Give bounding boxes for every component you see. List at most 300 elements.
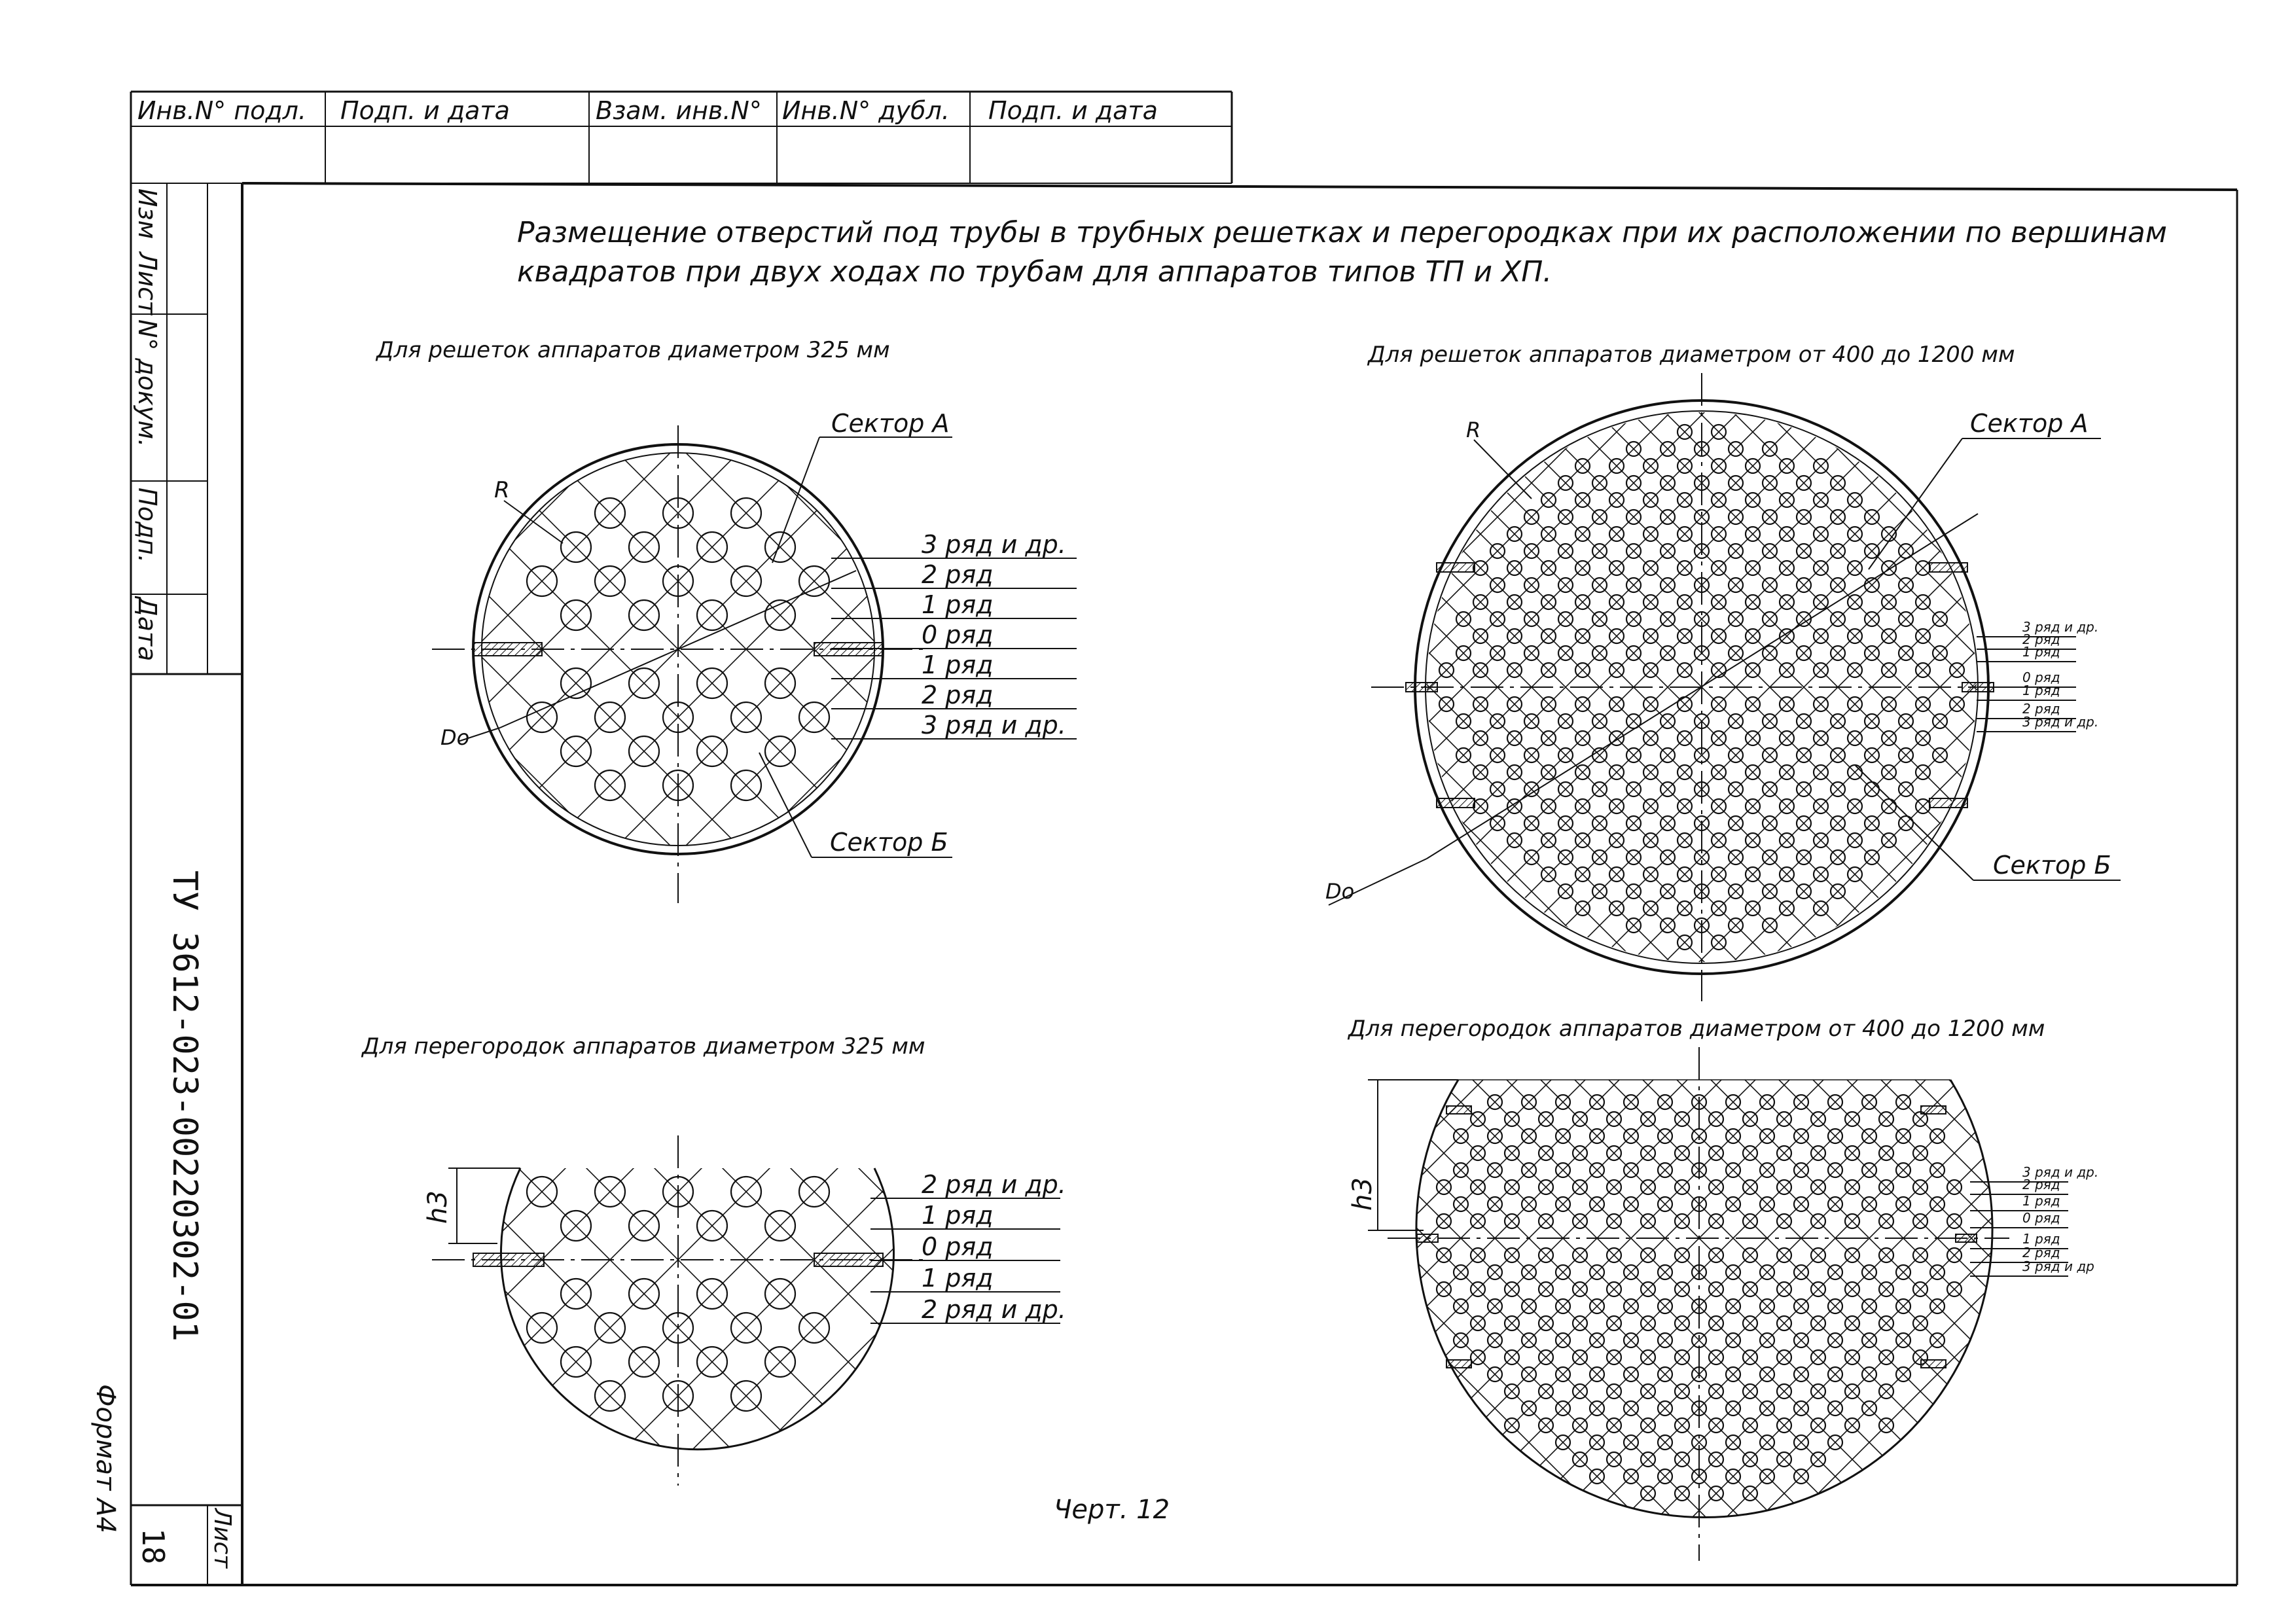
- tube-hole: [595, 1177, 625, 1207]
- tube-hole: [1590, 1163, 1604, 1177]
- tube-hole: [1865, 544, 1879, 558]
- tube-hole: [1743, 1248, 1757, 1262]
- tube-hole: [1658, 1469, 1672, 1484]
- tube-hole: [1712, 901, 1726, 916]
- tube-hole: [1760, 1299, 1774, 1313]
- tube-hole: [1643, 901, 1658, 916]
- format-label: Формат А4: [90, 1384, 120, 1533]
- tube-hole: [1473, 731, 1488, 745]
- tube-hole: [1609, 493, 1624, 507]
- tube-hole: [1726, 1401, 1740, 1416]
- tube-hole: [1573, 1384, 1587, 1399]
- tube-hole: [1590, 1129, 1604, 1143]
- tube-hole: [1763, 918, 1777, 933]
- tube-hole: [1471, 1214, 1485, 1228]
- tube-hole: [1950, 663, 1964, 677]
- tube-hole: [1675, 1384, 1689, 1399]
- tube-hole: [1811, 1384, 1825, 1399]
- tube-hole: [1675, 1248, 1689, 1262]
- tube-hole: [1947, 1214, 1962, 1228]
- tube-hole: [1488, 1197, 1502, 1211]
- tube-hole: [1797, 884, 1811, 899]
- tube-hole: [1797, 544, 1811, 558]
- tube-hole: [595, 498, 625, 528]
- tube-hole: [1626, 612, 1641, 626]
- tube-hole: [731, 770, 761, 800]
- tube-hole: [1505, 1214, 1519, 1228]
- tube-hole: [1558, 850, 1573, 865]
- tube-hole: [1780, 833, 1794, 847]
- fig2-row-label: 0 ряд: [2022, 669, 2060, 685]
- tube-hole: [1541, 629, 1556, 643]
- tube-hole: [1471, 1282, 1485, 1296]
- tube-hole: [697, 668, 727, 698]
- tube-hole: [1677, 833, 1692, 847]
- tube-hole: [1473, 561, 1488, 575]
- fig4-row-label: 2 ряд: [2022, 1245, 2060, 1260]
- stamp-header-inv-dup: Инв.N° дубл.: [782, 96, 950, 125]
- tube-hole: [1609, 663, 1624, 677]
- fig1-tube-field: [0, 191, 2296, 1107]
- side-label-sign: Подп.: [133, 488, 162, 563]
- fig4-partitions: [1417, 1106, 1977, 1368]
- tube-hole: [1913, 1214, 1928, 1228]
- tube-hole: [1746, 833, 1760, 847]
- tube-hole: [1677, 663, 1692, 677]
- tube-hole: [1763, 884, 1777, 899]
- tube-hole: [1879, 1282, 1893, 1296]
- tube-hole: [1794, 1401, 1808, 1416]
- tube-hole: [1743, 1146, 1757, 1160]
- tube-hole: [1507, 629, 1522, 643]
- tube-hole: [1814, 595, 1828, 609]
- tube-hole: [1780, 799, 1794, 813]
- tube-hole: [1879, 1248, 1893, 1262]
- tube-hole: [1575, 663, 1590, 677]
- tube-hole: [1862, 1095, 1876, 1109]
- tube-hole: [1677, 561, 1692, 575]
- tube-hole: [1780, 561, 1794, 575]
- tube-hole: [1490, 714, 1505, 728]
- tube-hole: [1590, 1401, 1604, 1416]
- tube-hole: [1780, 867, 1794, 882]
- fig3-row-label: 1 ряд: [922, 1264, 994, 1293]
- tube-hole: [1899, 816, 1913, 830]
- tube-hole: [1592, 544, 1607, 558]
- tube-hole: [1609, 867, 1624, 882]
- fig1-sector-b: Сектор Б: [830, 828, 948, 857]
- tube-hole: [1675, 1146, 1689, 1160]
- tube-hole: [1575, 867, 1590, 882]
- tube-hole: [1777, 1282, 1791, 1296]
- tube-hole: [1488, 1095, 1502, 1109]
- tube-hole: [1743, 1316, 1757, 1330]
- tube-hole: [1882, 833, 1896, 847]
- tube-hole: [1522, 1265, 1536, 1279]
- fig4-row-label: 3 ряд и др: [2022, 1258, 2094, 1274]
- tube-hole: [1814, 731, 1828, 745]
- tube-hole: [1899, 646, 1913, 660]
- tube-hole: [1879, 1316, 1893, 1330]
- tube-hole: [1507, 833, 1522, 847]
- tube-hole: [1811, 1316, 1825, 1330]
- figure-grid-325: [0, 191, 2296, 1107]
- tube-hole: [1488, 1367, 1502, 1382]
- tube-hole: [1729, 816, 1743, 830]
- tube-hole: [1590, 1299, 1604, 1313]
- tube-hole: [1746, 595, 1760, 609]
- square-pitch-grid: [0, 191, 2296, 1107]
- fig4-row-label: 2 ряд: [2022, 1177, 2060, 1192]
- tube-hole: [1624, 1367, 1638, 1382]
- tube-hole: [1814, 527, 1828, 541]
- tube-hole: [1556, 1333, 1570, 1347]
- tube-hole: [1848, 731, 1862, 745]
- tube-hole: [1677, 459, 1692, 473]
- tube-hole: [1677, 765, 1692, 779]
- tube-hole: [1660, 578, 1675, 592]
- tube-hole: [765, 1347, 795, 1377]
- tube-hole: [1777, 1180, 1791, 1194]
- tube-hole: [1643, 527, 1658, 541]
- tube-hole: [1658, 1163, 1672, 1177]
- tube-hole: [1729, 850, 1743, 865]
- tube-hole: [1828, 1197, 1842, 1211]
- tube-hole: [1709, 1248, 1723, 1262]
- tube-hole: [1763, 782, 1777, 796]
- tube-hole: [561, 1279, 591, 1309]
- tube-hole: [1575, 765, 1590, 779]
- tube-hole: [1490, 646, 1505, 660]
- tube-hole: [1507, 595, 1522, 609]
- tube-hole: [561, 1211, 591, 1241]
- tube-hole: [1814, 697, 1828, 711]
- tube-hole: [1828, 1367, 1842, 1382]
- tube-hole: [1607, 1350, 1621, 1364]
- side-label-izm: Изм: [133, 188, 162, 240]
- tube-hole: [1590, 1095, 1604, 1109]
- tube-hole: [1590, 1265, 1604, 1279]
- tube-hole: [1607, 1248, 1621, 1262]
- tube-hole: [1660, 816, 1675, 830]
- tube-hole: [1780, 527, 1794, 541]
- fig1-row-label: 2 ряд: [922, 681, 994, 709]
- tube-hole: [1780, 697, 1794, 711]
- tube-hole: [1828, 1299, 1842, 1313]
- side-label-list: Лист: [133, 252, 162, 315]
- fig4-tube-field: [0, 649, 2296, 1623]
- tube-hole: [1896, 1163, 1910, 1177]
- tube-hole: [1539, 1180, 1553, 1194]
- tube-hole: [1641, 1486, 1655, 1501]
- tube-hole: [1726, 1333, 1740, 1347]
- tube-hole: [1524, 612, 1539, 626]
- tube-hole: [1626, 748, 1641, 762]
- tube-hole: [1879, 1112, 1893, 1126]
- tube-hole: [1763, 442, 1777, 456]
- tube-hole: [1899, 714, 1913, 728]
- tube-hole: [1660, 510, 1675, 524]
- tube-hole: [1760, 1401, 1774, 1416]
- tube-hole: [1709, 1350, 1723, 1364]
- tube-hole: [1933, 714, 1947, 728]
- tube-hole: [1641, 1350, 1655, 1364]
- tube-hole: [1933, 646, 1947, 660]
- tube-hole: [1746, 493, 1760, 507]
- tube-hole: [629, 736, 659, 766]
- tube-hole: [1950, 697, 1964, 711]
- tube-hole: [1913, 1316, 1928, 1330]
- tube-hole: [1558, 714, 1573, 728]
- fig4-row-label: 1 ряд: [2022, 1231, 2060, 1247]
- tube-hole: [1658, 1333, 1672, 1347]
- tube-hole: [765, 1211, 795, 1241]
- tube-hole: [731, 498, 761, 528]
- tube-hole: [1471, 1248, 1485, 1262]
- tube-hole: [1845, 1248, 1859, 1262]
- tube-hole: [1437, 1180, 1451, 1194]
- tube-hole: [1573, 1282, 1587, 1296]
- tube-hole: [1862, 1129, 1876, 1143]
- fig3-row-label: 2 ряд и др.: [922, 1295, 1066, 1324]
- tube-hole: [1677, 935, 1692, 950]
- tube-hole: [629, 532, 659, 562]
- tube-hole: [1660, 850, 1675, 865]
- tube-hole: [1845, 1282, 1859, 1296]
- tube-hole: [1541, 663, 1556, 677]
- tube-hole: [1677, 731, 1692, 745]
- tube-hole: [1607, 1316, 1621, 1330]
- tube-hole: [1763, 612, 1777, 626]
- tube-hole: [1848, 527, 1862, 541]
- tube-hole: [1896, 1129, 1910, 1143]
- tube-hole: [1848, 595, 1862, 609]
- tube-hole: [1607, 1112, 1621, 1126]
- tube-hole: [1592, 646, 1607, 660]
- tube-hole: [1522, 1299, 1536, 1313]
- tube-hole: [1712, 425, 1726, 439]
- tube-hole: [1505, 1248, 1519, 1262]
- tube-hole: [1539, 1248, 1553, 1262]
- tube-hole: [1471, 1112, 1485, 1126]
- tube-hole: [1865, 782, 1879, 796]
- tube-hole: [1490, 544, 1505, 558]
- tube-hole: [1643, 867, 1658, 882]
- tube-hole: [1913, 1282, 1928, 1296]
- tube-hole: [1522, 1129, 1536, 1143]
- tube-hole: [1930, 1333, 1945, 1347]
- tube-hole: [1643, 629, 1658, 643]
- tube-hole: [1811, 1146, 1825, 1160]
- tube-hole: [1660, 714, 1675, 728]
- fig1-row-label: 3 ряд и др.: [922, 530, 1066, 559]
- tube-hole: [1712, 731, 1726, 745]
- tube-hole: [1658, 1095, 1672, 1109]
- tube-hole: [1658, 1265, 1672, 1279]
- tube-hole: [1862, 1163, 1876, 1177]
- tube-hole: [1848, 833, 1862, 847]
- tube-hole: [1558, 476, 1573, 490]
- fig3-caption: Для перегородок аппаратов диаметром 325 мм: [362, 1033, 925, 1060]
- tube-hole: [1643, 799, 1658, 813]
- tube-hole: [561, 600, 591, 630]
- tube-hole: [1658, 1299, 1672, 1313]
- tube-hole: [1541, 867, 1556, 882]
- fig2-caption: Для решеток аппаратов диаметром от 400 до 1200 мм: [1368, 342, 2015, 368]
- tube-hole: [1865, 850, 1879, 865]
- tube-hole: [1626, 544, 1641, 558]
- tube-hole: [1626, 646, 1641, 660]
- tube-hole: [1456, 714, 1471, 728]
- tube-hole: [1573, 1180, 1587, 1194]
- tube-hole: [1609, 799, 1624, 813]
- tube-hole: [1473, 629, 1488, 643]
- fig2-sector-a: Сектор А: [1970, 409, 2089, 438]
- tube-hole: [1505, 1180, 1519, 1194]
- tube-hole: [1794, 1265, 1808, 1279]
- tube-hole: [629, 1279, 659, 1309]
- tube-hole: [765, 532, 795, 562]
- tube-hole: [1913, 1248, 1928, 1262]
- tube-hole: [1573, 1418, 1587, 1433]
- tube-hole: [1930, 1163, 1945, 1177]
- tube-hole: [1541, 697, 1556, 711]
- tube-hole: [1879, 1350, 1893, 1364]
- tube-hole: [1763, 748, 1777, 762]
- tube-hole: [1660, 544, 1675, 558]
- tube-hole: [1729, 510, 1743, 524]
- tube-hole: [1641, 1180, 1655, 1194]
- tube-hole: [1896, 1265, 1910, 1279]
- tube-hole: [1828, 1333, 1842, 1347]
- tube-hole: [1916, 629, 1930, 643]
- tube-hole: [1675, 1418, 1689, 1433]
- tube-hole: [561, 532, 591, 562]
- tube-hole: [1624, 1299, 1638, 1313]
- tube-hole: [1760, 1129, 1774, 1143]
- tube-hole: [1626, 782, 1641, 796]
- tube-hole: [1709, 1486, 1723, 1501]
- tube-hole: [1437, 1282, 1451, 1296]
- tube-hole: [1780, 595, 1794, 609]
- tube-hole: [1609, 697, 1624, 711]
- tube-hole: [629, 1211, 659, 1241]
- tube-hole: [1541, 765, 1556, 779]
- tube-hole: [1607, 1384, 1621, 1399]
- tube-hole: [1575, 527, 1590, 541]
- tube-hole: [1848, 663, 1862, 677]
- tube-hole: [1454, 1299, 1468, 1313]
- square-pitch-grid: [0, 649, 2296, 1623]
- tube-hole: [1777, 1214, 1791, 1228]
- tube-hole: [1828, 1163, 1842, 1177]
- tube-hole: [1522, 1333, 1536, 1347]
- tube-hole: [1780, 765, 1794, 779]
- tube-hole: [1916, 663, 1930, 677]
- tube-hole: [1862, 1367, 1876, 1382]
- tube-hole: [1675, 1452, 1689, 1467]
- tube-hole: [1780, 731, 1794, 745]
- tube-hole: [1473, 595, 1488, 609]
- tube-hole: [1729, 476, 1743, 490]
- tube-hole: [1933, 748, 1947, 762]
- tube-hole: [1626, 884, 1641, 899]
- tube-hole: [1814, 493, 1828, 507]
- tube-hole: [1575, 629, 1590, 643]
- tube-hole: [1675, 1486, 1689, 1501]
- tube-hole: [697, 1347, 727, 1377]
- tube-hole: [1763, 816, 1777, 830]
- fig1-row-label: 3 ряд и др.: [922, 711, 1066, 740]
- tube-hole: [527, 1177, 557, 1207]
- tube-hole: [1490, 612, 1505, 626]
- tube-hole: [1729, 578, 1743, 592]
- tube-hole: [1573, 1112, 1587, 1126]
- tube-hole: [1675, 1316, 1689, 1330]
- tube-hole: [1794, 1095, 1808, 1109]
- tube-hole: [1660, 918, 1675, 933]
- tube-hole: [1626, 918, 1641, 933]
- tube-hole: [1896, 1197, 1910, 1211]
- tube-hole: [595, 770, 625, 800]
- tube-hole: [731, 566, 761, 596]
- tube-hole: [1882, 731, 1896, 745]
- tube-hole: [1916, 697, 1930, 711]
- tube-hole: [1556, 1129, 1570, 1143]
- tube-hole: [1575, 595, 1590, 609]
- tube-hole: [1558, 782, 1573, 796]
- tube-hole: [1729, 748, 1743, 762]
- tube-hole: [1814, 663, 1828, 677]
- tube-hole: [1541, 731, 1556, 745]
- tube-hole: [1828, 1435, 1842, 1450]
- tube-hole: [1845, 1316, 1859, 1330]
- tube-hole: [1743, 1384, 1757, 1399]
- tube-hole: [1556, 1401, 1570, 1416]
- tube-hole: [1831, 476, 1845, 490]
- tube-hole: [595, 702, 625, 732]
- tube-hole: [1556, 1435, 1570, 1450]
- tube-hole: [1609, 833, 1624, 847]
- tube-hole: [1675, 1112, 1689, 1126]
- tube-hole: [1507, 561, 1522, 575]
- tube-hole: [1660, 884, 1675, 899]
- tube-hole: [799, 566, 829, 596]
- tube-hole: [1879, 1384, 1893, 1399]
- tube-hole: [1797, 816, 1811, 830]
- tube-hole: [697, 600, 727, 630]
- tube-hole: [1573, 1146, 1587, 1160]
- tube-hole: [1831, 782, 1845, 796]
- tube-hole: [1831, 646, 1845, 660]
- tube-hole: [1814, 765, 1828, 779]
- tube-hole: [1814, 833, 1828, 847]
- tube-hole: [1814, 459, 1828, 473]
- tube-hole: [1609, 765, 1624, 779]
- fig1-partition-left: [473, 643, 542, 656]
- tube-hole: [1899, 578, 1913, 592]
- fig4-row-label: 1 ряд: [2022, 1193, 2060, 1209]
- fig2-row-label: 1 ряд: [2022, 644, 2060, 660]
- tube-hole: [765, 668, 795, 698]
- fig2-r-label: R: [1466, 418, 1481, 442]
- tube-hole: [1709, 1180, 1723, 1194]
- tube-hole: [1437, 1248, 1451, 1262]
- tube-hole: [1763, 578, 1777, 592]
- tube-hole: [595, 1313, 625, 1343]
- tube-hole: [1575, 833, 1590, 847]
- tube-hole: [1558, 646, 1573, 660]
